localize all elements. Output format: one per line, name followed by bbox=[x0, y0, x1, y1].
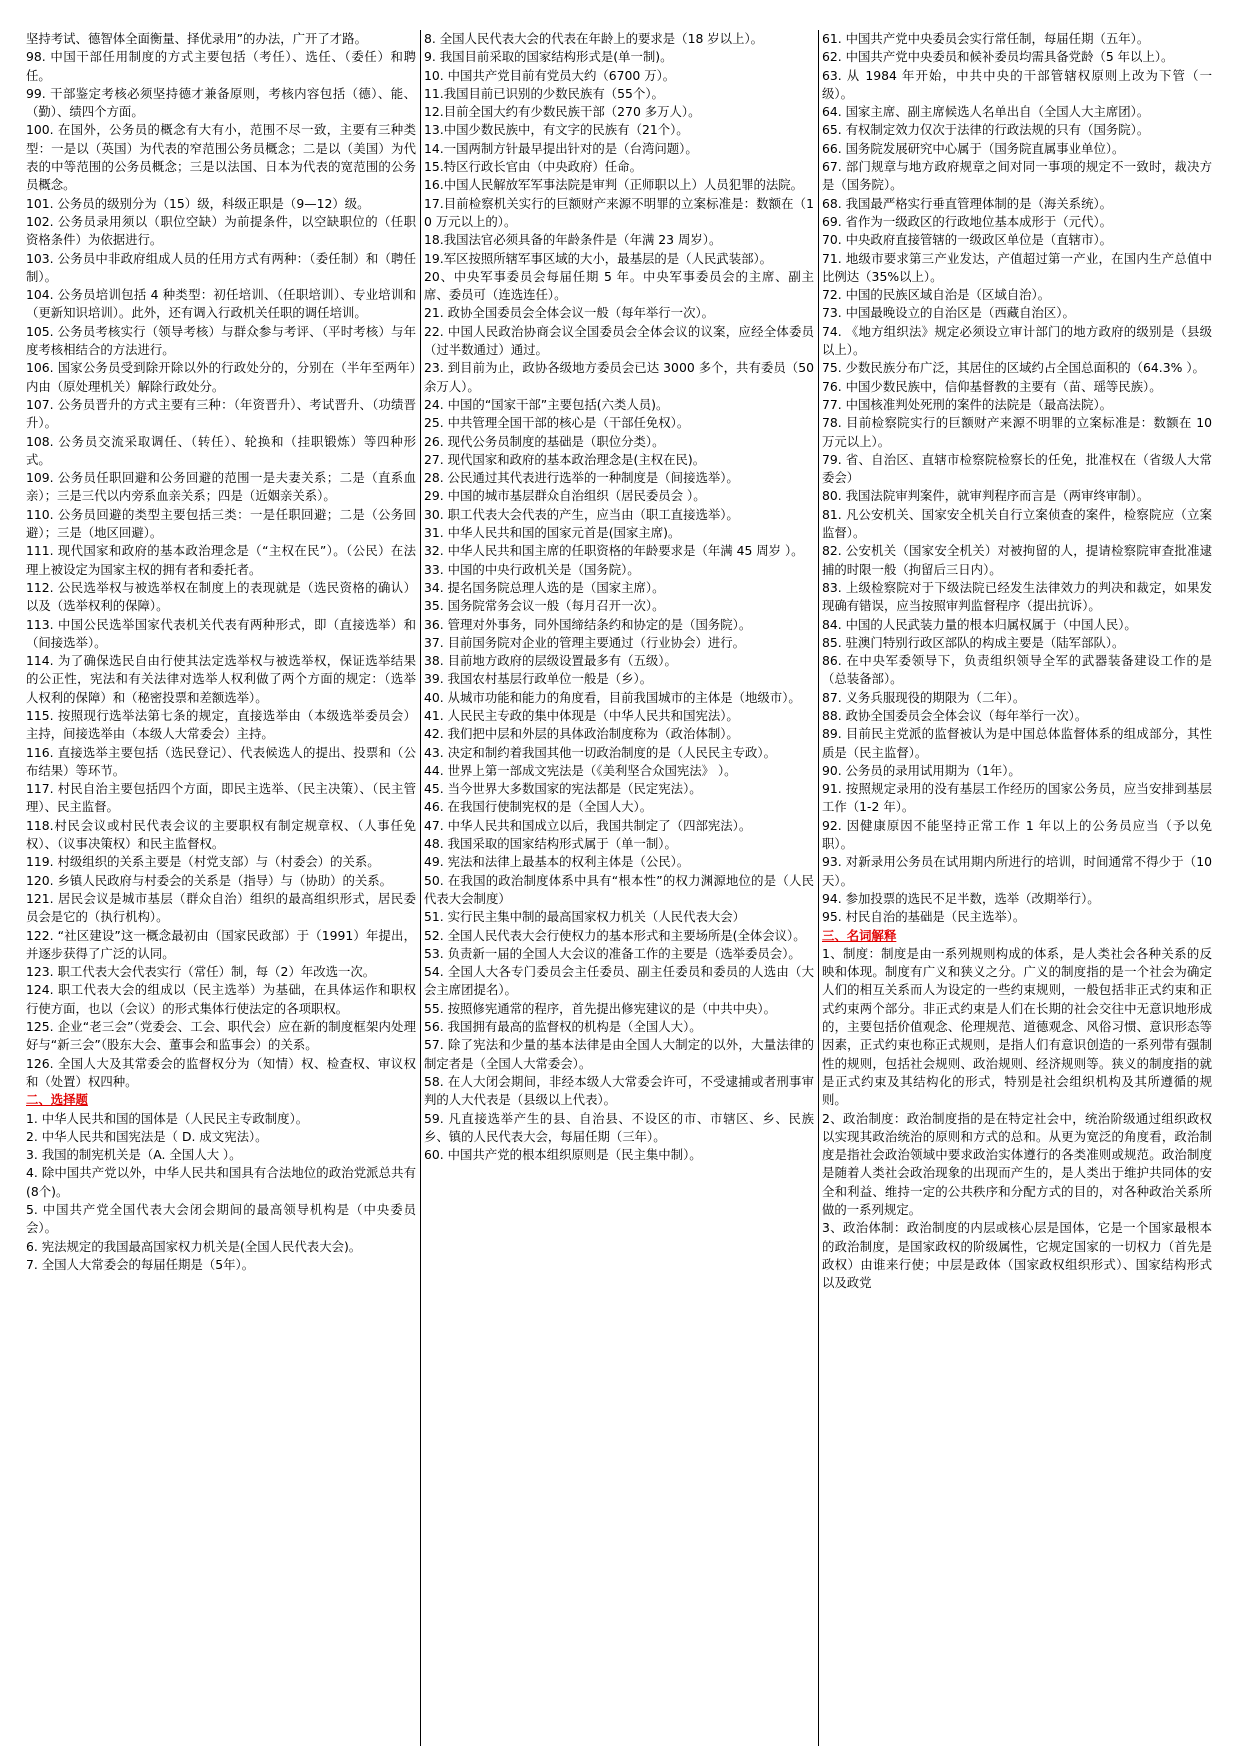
question-item: 63. 从 1984 年开始，中共中央的干部管辖权原则上改为下管（一级）。 bbox=[822, 67, 1212, 101]
fill-in-blank-list bbox=[26, 30, 416, 1091]
question-item: 88. 政协全国委员会全体会议（每年举行一次）。 bbox=[822, 707, 1088, 723]
question-item: 52. 全国人民代表大会行使权力的基本形式和主要场所是(全体会议）。 bbox=[424, 927, 806, 943]
question-item: 119. 村级组织的关系主要是（村党支部）与（村委会）的关系。 bbox=[26, 854, 380, 870]
question-item: 13.中国少数民族中，有文字的民族有（21个）。 bbox=[424, 122, 689, 138]
column-middle bbox=[424, 30, 814, 1740]
question-item: 14.一国两制方针最早提出针对的是（台湾问题）。 bbox=[424, 140, 698, 156]
question-item: 66. 国务院发展研究中心属于（国务院直属事业单位）。 bbox=[822, 140, 1125, 156]
question-item: 87. 义务兵服现役的期限为（二年）。 bbox=[822, 689, 1026, 705]
question-item: 10. 中国共产党目前有党员大约（6700 万）。 bbox=[424, 67, 676, 83]
question-item: 103. 公务员中非政府组成人员的任用方式有两种：（委任制）和（聘任制）。 bbox=[26, 250, 416, 284]
question-item: 73. 中国最晚设立的自治区是（西藏自治区）。 bbox=[822, 305, 1075, 321]
question-item: 35. 国务院常务会议一般（每月召开一次）。 bbox=[424, 598, 665, 614]
question-item: 100. 在国外，公务员的概念有大有小，范围不尽一致，主要有三种类型：一是以（英国）为代表的窄范围公务员概念；二是以（美国）为代表的中等范围的公务员概念；三是以法国、日本为代表的宽范围的公务员概念。 bbox=[26, 122, 416, 193]
question-item: 42. 我们把中层和外层的具体政治制度称为（政治体制）。 bbox=[424, 726, 739, 742]
question-item: 25. 中共管理全国干部的核心是（干部任免权）。 bbox=[424, 415, 690, 431]
question-item: 64. 国家主席、副主席候选人名单出自（全国人大主席团）。 bbox=[822, 104, 1150, 120]
question-item: 17.目前检察机关实行的巨额财产来源不明罪的立案标准是：数额在（10 万元以上的）。 bbox=[424, 195, 814, 229]
question-item: 37. 目前国务院对企业的管理主要通过（行业协会）进行。 bbox=[424, 634, 746, 650]
term-definition: 1、制度：制度是由一系列规则构成的体系，是人类社会各种关系的反映和体现。制度有广义和狭义之分。广义的制度指的是一个社会为确定人们的相互关系而人为设定的一些约束规则，一般包括非正式约束和正式约束两个部分。非正式约束是人们在长期的社会交往中无意识地形成的，主要包括价值观念、伦理规范、道德观念、风俗习惯、意识形态等因素，正式约束也称正式规则，是指人们有意识创造的一系列带有强制性的规则，包括社会规则、政治规则、经济规则等。狭义的制度指的就是正式约束及其结构化的形式，特别是社会组织机构及其所遵循的规则。 bbox=[822, 945, 1212, 1108]
question-item: 40. 从城市功能和能力的角度看，目前我国城市的主体是（地级市）。 bbox=[424, 689, 801, 705]
choice-question-list bbox=[822, 30, 1212, 927]
question-item: 108. 公务员交流采取调任、（转任）、轮换和（挂职锻炼）等四种形式。 bbox=[26, 433, 416, 467]
question-item: 91. 按照规定录用的没有基层工作经历的国家公务员，应当安排到基层工作（1-2 年）。 bbox=[822, 781, 1212, 815]
question-item: 77. 中国核准判处死刑的案件的法院是（最高法院）。 bbox=[822, 396, 1113, 412]
question-item: 6. 宪法规定的我国最高国家权力机关是(全国人民代表大会)。 bbox=[26, 1238, 362, 1254]
question-item: 67. 部门规章与地方政府规章之间对同一事项的规定不一致时，裁决方是（国务院）。 bbox=[822, 159, 1212, 193]
question-item: 26. 现代公务员制度的基础是（职位分类）。 bbox=[424, 433, 665, 449]
column-right bbox=[822, 30, 1212, 1740]
question-item: 98. 中国干部任用制度的方式主要包括（考任）、选任、（委任）和聘任。 bbox=[26, 49, 416, 83]
question-item: 123. 职工代表大会代表实行（常任）制，每（2）年改选一次。 bbox=[26, 964, 376, 980]
term-definition-list bbox=[822, 945, 1212, 1293]
question-item: 11.我国目前已识别的少数民族有（55个）。 bbox=[424, 85, 664, 101]
question-item: 49. 宪法和法律上最基本的权利主体是（公民）。 bbox=[424, 854, 690, 870]
question-item: 33. 中国的中央行政机关是（国务院）。 bbox=[424, 561, 640, 577]
question-item: 126. 全国人大及其常委会的监督权分为（知情）权、检查权、审议权和（处置）权四种。 bbox=[26, 1055, 416, 1089]
question-item: 72. 中国的民族区域自治是（区域自治）。 bbox=[822, 287, 1051, 303]
question-item: 27. 现代国家和政府的基本政治理念是(主权在民)。 bbox=[424, 451, 706, 467]
choice-question-list bbox=[26, 1110, 416, 1275]
question-item: 39. 我国农村基层行政单位一般是（乡）。 bbox=[424, 671, 653, 687]
question-item: 74. 《地方组织法》规定必须设立审计部门的地方政府的级别是（县级以上）。 bbox=[822, 323, 1212, 358]
question-item: 116. 直接选举主要包括（选民登记）、代表候选人的提出、投票和（公布结果）等环节。 bbox=[26, 744, 416, 778]
question-item: 59. 凡直接选举产生的县、自治县、不设区的市、市辖区、乡、民族乡、镇的人民代表大会，每届任期（三年）。 bbox=[424, 1110, 814, 1144]
question-item: 2. 中华人民共和国宪法是（ D. 成文宪法）。 bbox=[26, 1128, 268, 1144]
question-item: 69. 省作为一级政区的行政地位基本成形于（元代）。 bbox=[822, 213, 1113, 229]
question-item: 86. 在中央军委领导下，负责组织领导全军的武器装备建设工作的是（总装备部）。 bbox=[822, 653, 1212, 687]
question-item: 44. 世界上第一部成文宪法是（《美利坚合众国宪法》 ）。 bbox=[424, 762, 737, 778]
question-item: 105. 公务员考核实行（领导考核）与群众参与考评、（平时考核）与年度考核相结合的方法进行。 bbox=[26, 323, 416, 358]
question-item: 121. 居民会议是城市基层（群众自治）组织的最高组织形式，居民委员会是它的（执行机构）。 bbox=[26, 890, 416, 925]
question-item: 102. 公务员录用须以（职位空缺）为前提条件，以空缺职位的（任职资格条件）为依据进行。 bbox=[26, 213, 416, 248]
question-item: 109. 公务员任职回避和公务回避的范围一是夫妻关系；二是（直系血亲）；三是三代以内旁系血亲关系；四是（近姻亲关系）。 bbox=[26, 470, 416, 504]
question-item: 107. 公务员晋升的方式主要有三种：（年资晋升）、考试晋升、（功绩晋升）。 bbox=[26, 396, 416, 431]
question-item: 76. 中国少数民族中，信仰基督教的主要有（苗、瑶等民族）。 bbox=[822, 378, 1162, 394]
question-item: 56. 我国拥有最高的监督权的机构是（全国人大）。 bbox=[424, 1019, 702, 1035]
question-item: 坚持考试、德智体全面衡量、择优录用”的办法，广开了才路。 bbox=[26, 31, 367, 46]
question-item: 22. 中国人民政治协商会议全国委员会全体会议的议案，应经全体委员（过半数通过）通过。 bbox=[424, 323, 814, 358]
question-item: 70. 中央政府直接管辖的一级政区单位是（直辖市）。 bbox=[822, 232, 1113, 248]
term-definition: 2、政治制度：政治制度指的是在特定社会中，统治阶级通过组织政权以实现其政治统治的原则和方式的总和。从更为宽泛的角度看，政治制度是指社会政治领域中要求政治实体遵行的各类准则或规范。政治制度是随着人类社会政治现象的出现而产生的，是人类出于维护共同体的安全和利益、维持一定的公共秩序和分配方式的目的，对各种政治关系所做的一系列规定。 bbox=[822, 1110, 1212, 1217]
question-item: 58. 在人大闭会期间，非经本级人大常委会许可，不受逮捕或者刑事审判的人大代表是（县级以上代表）。 bbox=[424, 1073, 814, 1108]
question-item: 89. 目前民主党派的监督被认为是中国总体监督体系的组成部分，其性质是（民主监督）。 bbox=[822, 726, 1212, 760]
question-item: 55. 按照修宪通常的程序，首先提出修宪建议的是（中共中央）。 bbox=[424, 1000, 776, 1016]
question-item: 41. 人民民主专政的集中体现是（中华人民共和国宪法）。 bbox=[424, 707, 739, 723]
question-item: 43. 决定和制约着我国其他一切政治制度的是（人民民主专政）。 bbox=[424, 744, 776, 760]
question-item: 36. 管理对外事务，同外国缔结条约和协定的是（国务院）。 bbox=[424, 616, 752, 632]
question-item: 81. 凡公安机关、国家安全机关自行立案侦查的案件，检察院应（立案监督）。 bbox=[822, 506, 1212, 541]
document-page bbox=[26, 30, 1212, 1740]
question-item: 111. 现代国家和政府的基本政治理念是（“主权在民”）。（公民）在法理上被设定为国家主权的拥有者和委托者。 bbox=[26, 543, 416, 577]
question-item: 46. 在我国行使制宪权的是（全国人大）。 bbox=[424, 799, 653, 815]
question-item: 92. 因健康原因不能坚持正常工作 1 年以上的公务员应当（予以免职）。 bbox=[822, 817, 1212, 852]
question-item: 45. 当今世界大多数国家的宪法都是（民定宪法）。 bbox=[424, 781, 702, 797]
question-item: 114. 为了确保选民自由行使其法定选举权与被选举权，保证选举结果的公正性，宪法和有关法律对选举人权利做了两个方面的规定：（选举人权利的保障）和（秘密投票和差额选举）。 bbox=[26, 653, 416, 705]
question-item: 110. 公务员回避的类型主要包括三类：一是任职回避；二是（公务回避）；三是（地区回避）。 bbox=[26, 506, 416, 541]
question-item: 101. 公务员的级别分为（15）级，科级正职是（9—12）级。 bbox=[26, 195, 370, 211]
question-item: 113. 中国公民选举国家代表机关代表有两种形式，即（直接选举）和（间接选举）。 bbox=[26, 616, 416, 650]
question-item: 85. 驻澳门特别行政区部队的构成主要是（陆军部队）。 bbox=[822, 634, 1125, 650]
question-item: 118.村民会议或村民代表会议的主要职权有制定规章权、（人事任免权）、（议事决策权）和民主监督权。 bbox=[26, 817, 416, 852]
question-item: 82. 公安机关（国家安全机关）对被拘留的人，提请检察院审查批准逮捕的时限一般（拘留后三日内）。 bbox=[822, 543, 1212, 577]
question-item: 112. 公民选举权与被选举权在制度上的表现就是（选民资格的确认）以及（选举权利的保障）。 bbox=[26, 579, 416, 614]
question-item: 51. 实行民主集中制的最高国家权力机关（人民代表大会） bbox=[424, 909, 746, 925]
question-item: 28. 公民通过其代表进行选举的一种制度是（间接选举）。 bbox=[424, 470, 739, 486]
question-item: 18.我国法官必须具备的年龄条件是（年满 23 周岁）。 bbox=[424, 232, 722, 248]
choice-question-list bbox=[424, 30, 814, 1164]
question-item: 115. 按照现行选举法第七条的规定，直接选举由（本级选举委员会）主持，间接选举由（本级人大常委会）主持。 bbox=[26, 707, 416, 742]
question-item: 68. 我国最严格实行垂直管理体制的是（海关系统）。 bbox=[822, 195, 1113, 211]
column-left bbox=[26, 30, 416, 1740]
question-item: 90. 公务员的录用试用期为（1年）。 bbox=[822, 762, 1021, 778]
question-item: 12.目前全国大约有少数民族干部（270 多万人）。 bbox=[424, 104, 701, 120]
question-item: 24. 中国的“国家干部”主要包括(六类人员)。 bbox=[424, 396, 669, 412]
question-item: 48. 我国采取的国家结构形式属于（单一制）。 bbox=[424, 836, 677, 852]
question-item: 94. 参加投票的选民不足半数，选举（改期举行）。 bbox=[822, 890, 1100, 906]
question-item: 32. 中华人民共和国主席的任职资格的年龄要求是（年满 45 周岁 ）。 bbox=[424, 543, 804, 559]
question-item: 99. 干部鉴定考核必须坚持德才兼备原则，考核内容包括（德）、能、（勤）、绩四个方面。 bbox=[26, 85, 416, 120]
question-item: 19.军区按照所辖军事区域的大小，最基层的是（人民武装部）。 bbox=[424, 250, 773, 266]
question-item: 29. 中国的城市基层群众自治组织（居民委员会 ）。 bbox=[424, 488, 706, 504]
question-item: 62. 中国共产党中央委员和候补委员均需具备党龄（5 年以上）。 bbox=[822, 49, 1174, 65]
question-item: 31. 中华人民共和国的国家元首是(国家主席)。 bbox=[424, 525, 681, 541]
question-item: 54. 全国人大各专门委员会主任委员、副主任委员和委员的人选由（大会主席团提名）。 bbox=[424, 964, 814, 998]
question-item: 71. 地级市要求第三产业发达，产值超过第一产业，在国内生产总值中比例达（35%以上）。 bbox=[822, 250, 1212, 284]
question-item: 9. 我国目前采取的国家结构形式是(单一制)。 bbox=[424, 49, 673, 65]
section-heading-terms: 三、名词解释 bbox=[822, 927, 897, 943]
question-item: 79. 省、自治区、直辖市检察院检察长的任免，批准权在（省级人大常委会） bbox=[822, 451, 1212, 486]
question-item: 65. 有权制定效力仅次于法律的行政法规的只有（国务院）。 bbox=[822, 122, 1150, 138]
question-item: 61. 中国共产党中央委员会实行常任制，每届任期（五年）。 bbox=[822, 31, 1150, 46]
question-item: 1. 中华人民共和国的国体是（人民民主专政制度）。 bbox=[26, 1110, 309, 1126]
question-item: 125. 企业“老三会”（党委会、工会、职代会）应在新的制度框架内处理好与“新三会”（股东大会、董事会和监事会）的关系。 bbox=[26, 1019, 416, 1053]
question-item: 38. 目前地方政府的层级设置最多有（五级）。 bbox=[424, 653, 677, 669]
question-item: 93. 对新录用公务员在试用期内所进行的培训，时间通常不得少于（10 天）。 bbox=[822, 854, 1212, 888]
question-item: 84. 中国的人民武装力量的根本归属权属于（中国人民）。 bbox=[822, 616, 1137, 632]
question-item: 50. 在我国的政治制度体系中具有“根本性”的权力渊源地位的是（人民代表大会制度） bbox=[424, 872, 814, 906]
question-item: 34. 提名国务院总理人选的是（国家主席）。 bbox=[424, 579, 665, 595]
question-item: 60. 中国共产党的根本组织原则是（民主集中制）。 bbox=[424, 1147, 702, 1163]
question-item: 3. 我国的制宪机关是（A. 全国人大 ）。 bbox=[26, 1147, 242, 1163]
question-item: 21. 政协全国委员会全体会议一般（每年举行一次）。 bbox=[424, 305, 715, 321]
question-item: 4. 除中国共产党以外，中华人民共和国具有合法地位的政治党派总共有(8个)。 bbox=[26, 1165, 416, 1199]
question-item: 15.特区行政长官由（中央政府）任命。 bbox=[424, 159, 642, 175]
question-item: 122. “社区建设”这一概念最初由（国家民政部）于（1991）年提出，并逐步获得了广泛的认同。 bbox=[26, 927, 416, 961]
question-item: 23. 到目前为止，政协各级地方委员会已达 3000 多个，共有委员（50 余万人）。 bbox=[424, 360, 814, 394]
question-item: 57. 除了宪法和少量的基本法律是由全国人大制定的以外，大量法律的制定者是（全国人大常委会）。 bbox=[424, 1037, 814, 1071]
question-item: 75. 少数民族分布广泛，其居住的区域约占全国总面积的（64.3% ）。 bbox=[822, 360, 1205, 376]
question-item: 53. 负责新一届的全国人大会议的准备工作的主要是（选举委员会）。 bbox=[424, 945, 801, 961]
question-item: 7. 全国人大常委会的每届任期是（5年）。 bbox=[26, 1256, 255, 1272]
question-item: 20、中央军事委员会每届任期 5 年。中央军事委员会的主席、副主席、委员可（连选连任）。 bbox=[424, 268, 814, 303]
question-item: 78. 目前检察院实行的巨额财产来源不明罪的立案标准是：数额在 10 万元以上）。 bbox=[822, 415, 1212, 449]
question-item: 117. 村民自治主要包括四个方面，即民主选举、（民主决策）、（民主管理）、民主监督。 bbox=[26, 781, 416, 815]
section-heading-choice: 二、选择题 bbox=[26, 1092, 88, 1108]
question-item: 104. 公务员培训包括 4 种类型：初任培训、（任职培训）、专业培训和（更新知识培训）。此外，还有调入行政机关任职的调任培训。 bbox=[26, 287, 416, 321]
question-item: 80. 我国法院审判案件，就审判程序而言是（两审终审制）。 bbox=[822, 488, 1150, 504]
question-item: 95. 村民自治的基础是（民主选举）。 bbox=[822, 909, 1026, 925]
question-item: 124. 职工代表大会的组成以（民主选举）为基础，在具体运作和职权行使方面，也以（会议）的形式集体行使法定的各项职权。 bbox=[26, 982, 416, 1016]
question-item: 5. 中国共产党全国代表大会闭会期间的最高领导机构是（中央委员会）。 bbox=[26, 1202, 416, 1236]
question-item: 120. 乡镇人民政府与村委会的关系是（指导）与（协助）的关系。 bbox=[26, 872, 393, 888]
term-definition: 3、政治体制：政治制度的内层或核心层是国体，它是一个国家最根本的政治制度，是国家政权的阶级属性，它规定国家的一切权力（首先是政权）由谁来行使；中层是政体（国家政权组织形式）、国家结构形式以及政党 bbox=[822, 1220, 1212, 1291]
question-item: 106. 国家公务员受到除开除以外的行政处分的，分别在（半年至两年）内由（原处理机关）解除行政处分。 bbox=[26, 360, 416, 394]
question-item: 16.中国人民解放军军事法院是审判（正师职以上）人员犯罪的法院。 bbox=[424, 177, 804, 193]
question-item: 83. 上级检察院对于下级法院已经发生法律效力的判决和裁定，如果发现确有错误，应当按照审判监督程序（提出抗诉）。 bbox=[822, 579, 1212, 614]
question-item: 47. 中华人民共和国成立以后，我国共制定了（四部宪法）。 bbox=[424, 817, 752, 833]
question-item: 8. 全国人民代表大会的代表在年龄上的要求是（18 岁以上）。 bbox=[424, 31, 764, 46]
question-item: 30. 职工代表大会代表的产生，应当由（职工直接选举）。 bbox=[424, 506, 739, 522]
